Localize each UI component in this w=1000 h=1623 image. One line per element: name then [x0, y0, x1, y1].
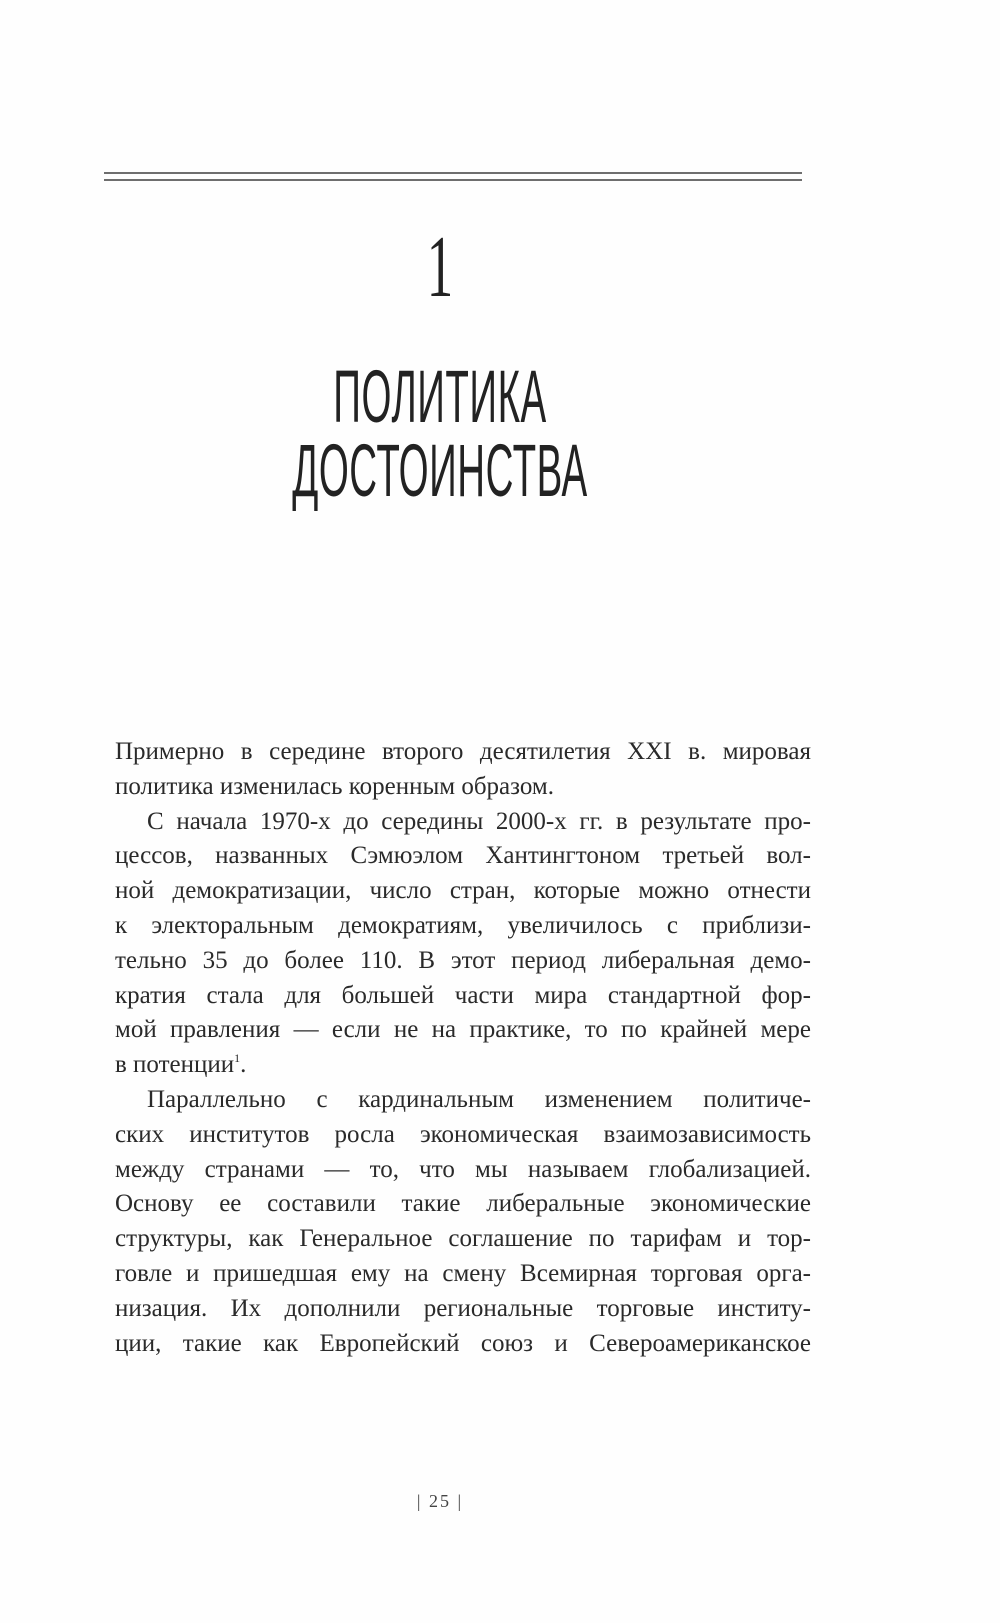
paragraph-3 [115, 1083, 811, 1361]
text-line: низация. Их дополнили региональные торговые институ- [115, 1294, 811, 1322]
paragraph-1 [115, 735, 811, 805]
text-line-content: в потенции [115, 1051, 235, 1079]
text-line: Основу ее составили такие либеральные экономические [115, 1190, 811, 1218]
chapter-title: ПОЛИТИКА ДОСТОИНСТВА [292, 355, 588, 512]
chapter-number: 1 [426, 219, 454, 316]
footnote-ref[interactable]: 1 [234, 1051, 241, 1066]
chapter-rule-bottom [104, 179, 802, 181]
trailing-punctuation: . [240, 1051, 247, 1079]
text-line: Параллельно с кардинальным изменением политиче- [147, 1085, 811, 1113]
text-line: цессов, названных Сэмюэлом Хантингтоном третьей вол- [115, 842, 811, 870]
text-line: мой правления — если не на практике, то по крайней мере [115, 1016, 811, 1044]
text-line: ной демократизации, число стран, которые можно отнести [115, 877, 811, 905]
body-text [115, 735, 811, 1361]
text-line: говле и пришедшая ему на смену Всемирная торговая орга- [115, 1259, 811, 1287]
text-line: к электоральным демократиям, увеличилось с приблизи- [115, 911, 811, 939]
text-line: ских институтов росла экономическая взаимозависимость [115, 1120, 811, 1148]
page-number: | 25 | [416, 1491, 464, 1511]
chapter-rule-top [104, 172, 802, 174]
text-line: Примерно в середине второго десятилетия XXI в. мировая [115, 738, 811, 765]
text-line: тельно 35 до более 110. В этот период либеральная демо- [115, 946, 811, 974]
text-line: структуры, как Генеральное соглашение по тарифам и тор- [115, 1225, 811, 1253]
text-line: С начала 1970-х до середины 2000-х гг. в результате про- [147, 807, 811, 835]
text-line: между странами — то, что мы называем глобализацией. [115, 1155, 811, 1183]
text-line: политика изменилась коренным образом. [115, 772, 554, 800]
text-line: кратия стала для большей части мира стандартной фор- [115, 981, 811, 1009]
text-line: ции, такие как Европейский союз и Североамериканское [115, 1329, 811, 1357]
text-line [115, 1048, 811, 1083]
paragraph-2 [115, 805, 811, 1083]
